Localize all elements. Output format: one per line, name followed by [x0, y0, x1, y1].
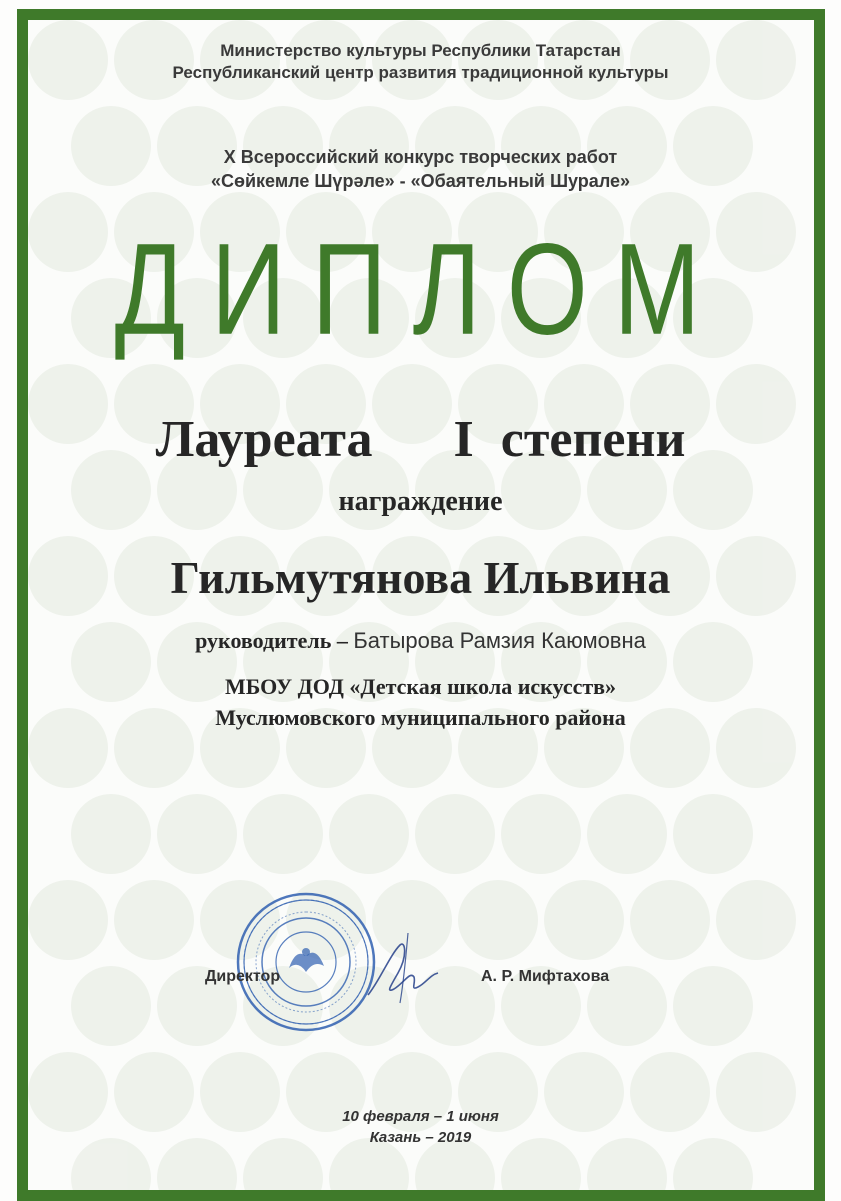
background-circle	[329, 794, 409, 874]
award-label: награждение	[338, 486, 503, 517]
school-line-2: Муслюмовского муниципального района	[215, 705, 626, 730]
background-circle	[630, 880, 710, 960]
leader-line	[0, 627, 841, 655]
place-year: Казань – 2019	[369, 1129, 472, 1146]
leader-name: Батырова Рамзия Каюмовна	[353, 628, 646, 653]
background-circle	[587, 794, 667, 874]
school-line-1: МБОУ ДОД «Детская школа искусств»	[224, 674, 617, 699]
contest-line: X Всероссийский конкурс творческих работ	[223, 147, 618, 167]
background-circle	[415, 794, 495, 874]
background-circle	[114, 880, 194, 960]
background-circle	[673, 794, 753, 874]
contest-dates: 10 февраля – 1 июня	[342, 1108, 499, 1125]
background-circle	[71, 966, 151, 1046]
recipient-name: Гильмутянова Ильвина	[170, 552, 671, 603]
background-circle	[71, 794, 151, 874]
diploma-title: ДИПЛОМ	[114, 217, 727, 363]
degree-line: Лауреата I степени	[155, 411, 686, 468]
center-line: Республиканский центр развития традиционной культуры	[172, 63, 669, 82]
director-name: А. Р. Мифтахова	[481, 968, 610, 985]
background-circle	[544, 880, 624, 960]
leader-label: руководитель –	[195, 628, 348, 653]
background-circle	[28, 880, 108, 960]
ministry-line: Министерство культуры Республики Татарстан	[220, 41, 621, 60]
background-circle	[673, 966, 753, 1046]
official-stamp	[234, 890, 379, 1035]
background-circle	[501, 794, 581, 874]
background-circle	[243, 794, 323, 874]
director-label: Директор	[205, 968, 281, 985]
background-circle	[458, 880, 538, 960]
contest-name: «Сөйкемле Шүрәле» - «Обаятельный Шурале»	[210, 171, 631, 191]
director-signature	[360, 925, 450, 1015]
background-circle	[157, 794, 237, 874]
background-circle	[716, 880, 796, 960]
